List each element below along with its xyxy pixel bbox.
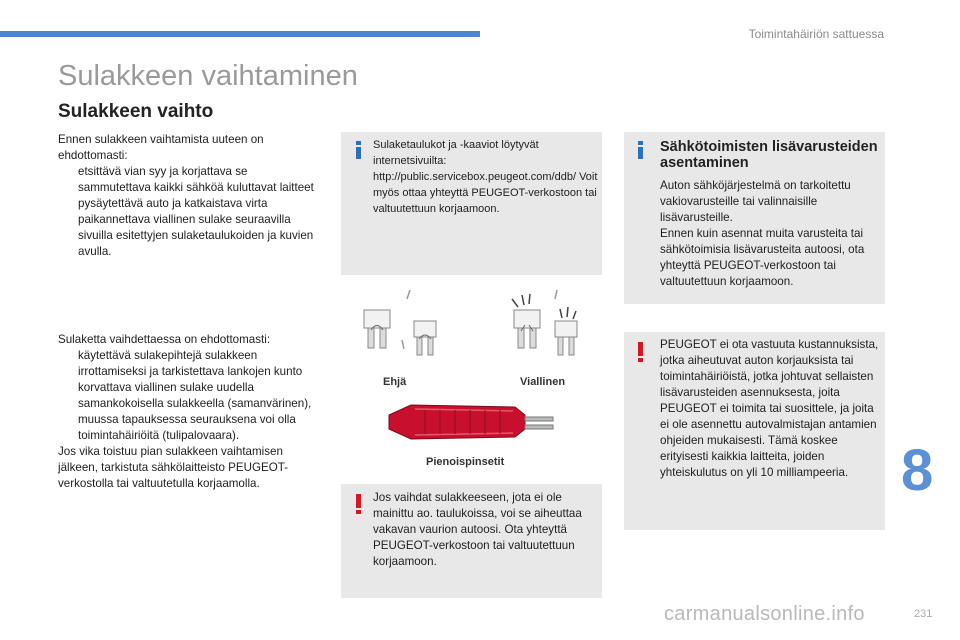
info-box-title: Sähkötoimisten lisävarusteiden asentaminen — [660, 139, 878, 171]
info-text: Sulaketaulukot ja -kaaviot löytyvät internetsivuilta: http://public.servicebox.peugeot.com/ddb/ Voit myös ottaa yhteyttä PEUGEOT-verkostoon tai valtuutettuun korjaamoon. — [373, 139, 598, 215]
warning-icon — [638, 342, 643, 362]
pliers-label: Pienoispinsetit — [426, 456, 505, 468]
header-accent-bar — [0, 31, 480, 37]
warning-icon — [356, 494, 361, 514]
info-box-accessories — [624, 132, 885, 304]
list-item: käytettävä sulakepihtejä sulakkeen irrottamiseksi ja tarkistettava lankojen kunto — [78, 349, 303, 378]
section-title: Toimintahäiriön sattuessa — [748, 27, 884, 41]
info-box-fuse-tables — [341, 132, 602, 275]
list-item: pysäytettävä auto ja katkaistava virta — [78, 197, 268, 210]
fuse-broken-image — [512, 290, 577, 355]
fuse-ok-label: Ehjä — [383, 376, 407, 388]
warning-text: PEUGEOT ei ota vastuuta kustannuksista, jotka aiheutuvat auton korjauksista tai toimintahäiriöistä, jotka johtuvat sellaisten lisävarusteiden asennuksesta, joita PEUGEOT ei toimita tai suosittele, ja joita ei ole asennettu autovalmistajan antamien ohjeiden mukaisesti. Tämä koskee erityisesti kaikkia laitteita, joiden yhteiskulutus on yli 10 milliampeeria. — [660, 338, 879, 479]
left-column-before — [58, 132, 320, 260]
fuse-broken-label: Viallinen — [520, 376, 566, 388]
fuse-pliers-image — [385, 395, 565, 450]
section-subtitle: Sulakkeen vaihto — [58, 101, 214, 122]
list-item: paikannettava viallinen sulake seuraavilla sivuilla esitettyjen sulaketaulukoiden ja kuvien avulla. — [78, 213, 314, 258]
intro2-text: Sulaketta vaihdettaessa on ehdottomasti: — [58, 333, 271, 346]
info-paragraph: Auton sähköjärjestelmä on tarkoitettu vakiovarusteille tai valinnaisille lisävarusteille. — [660, 179, 851, 224]
info-paragraph: Ennen kuin asennat muita varusteita tai sähkötoimisia lisävarusteita autoosi, ota yhteyttä PEUGEOT-verkostoon tai valtuutettuun korjaamoon. — [660, 227, 865, 288]
left-column-during — [58, 332, 320, 492]
warning-box-fuse-type — [341, 484, 602, 598]
list-item: etsittävä vian syy ja korjattava se — [78, 165, 248, 178]
fuse-illustrations — [352, 285, 592, 380]
outro-text: Jos vika toistuu pian sulakkeen vaihtamisen jälkeen, tarkistuta sähkölaitteisto PEUGEOT-verkostolla tai valtuutetulla korjaamolla. — [58, 445, 289, 490]
warning-box-liability — [624, 332, 885, 530]
chapter-number: 8 — [901, 438, 934, 503]
info-icon — [356, 141, 361, 159]
intro-text: Ennen sulakkeen vaihtamista uuteen on ehdottomasti: — [58, 133, 264, 162]
info-icon — [638, 141, 643, 159]
list-item: sammutettava kaikki sähköä kuluttavat laitteet — [78, 181, 314, 194]
page-number: 231 — [914, 608, 933, 620]
list-item: korvattava viallinen sulake uudella samankokoisella sulakkeella (samanvärinen), muussa tapauksessa seurauksena voi olla toimintahäiriöitä (tulipalovaara). — [78, 381, 312, 442]
info-box-body — [660, 178, 882, 290]
fuse-ok-image — [364, 290, 436, 355]
page-title: Sulakkeen vaihtaminen — [58, 60, 358, 92]
watermark-text: carmanualsonline.info — [664, 603, 865, 625]
warning-text: Jos vaihdat sulakkeeseen, jota ei ole mainittu ao. taulukoissa, voi se aiheuttaa vakavan vaurion autoosi. Ota yhteyttä PEUGEOT-verkostoon tai valtuutettuun korjaamoon. — [373, 491, 582, 568]
